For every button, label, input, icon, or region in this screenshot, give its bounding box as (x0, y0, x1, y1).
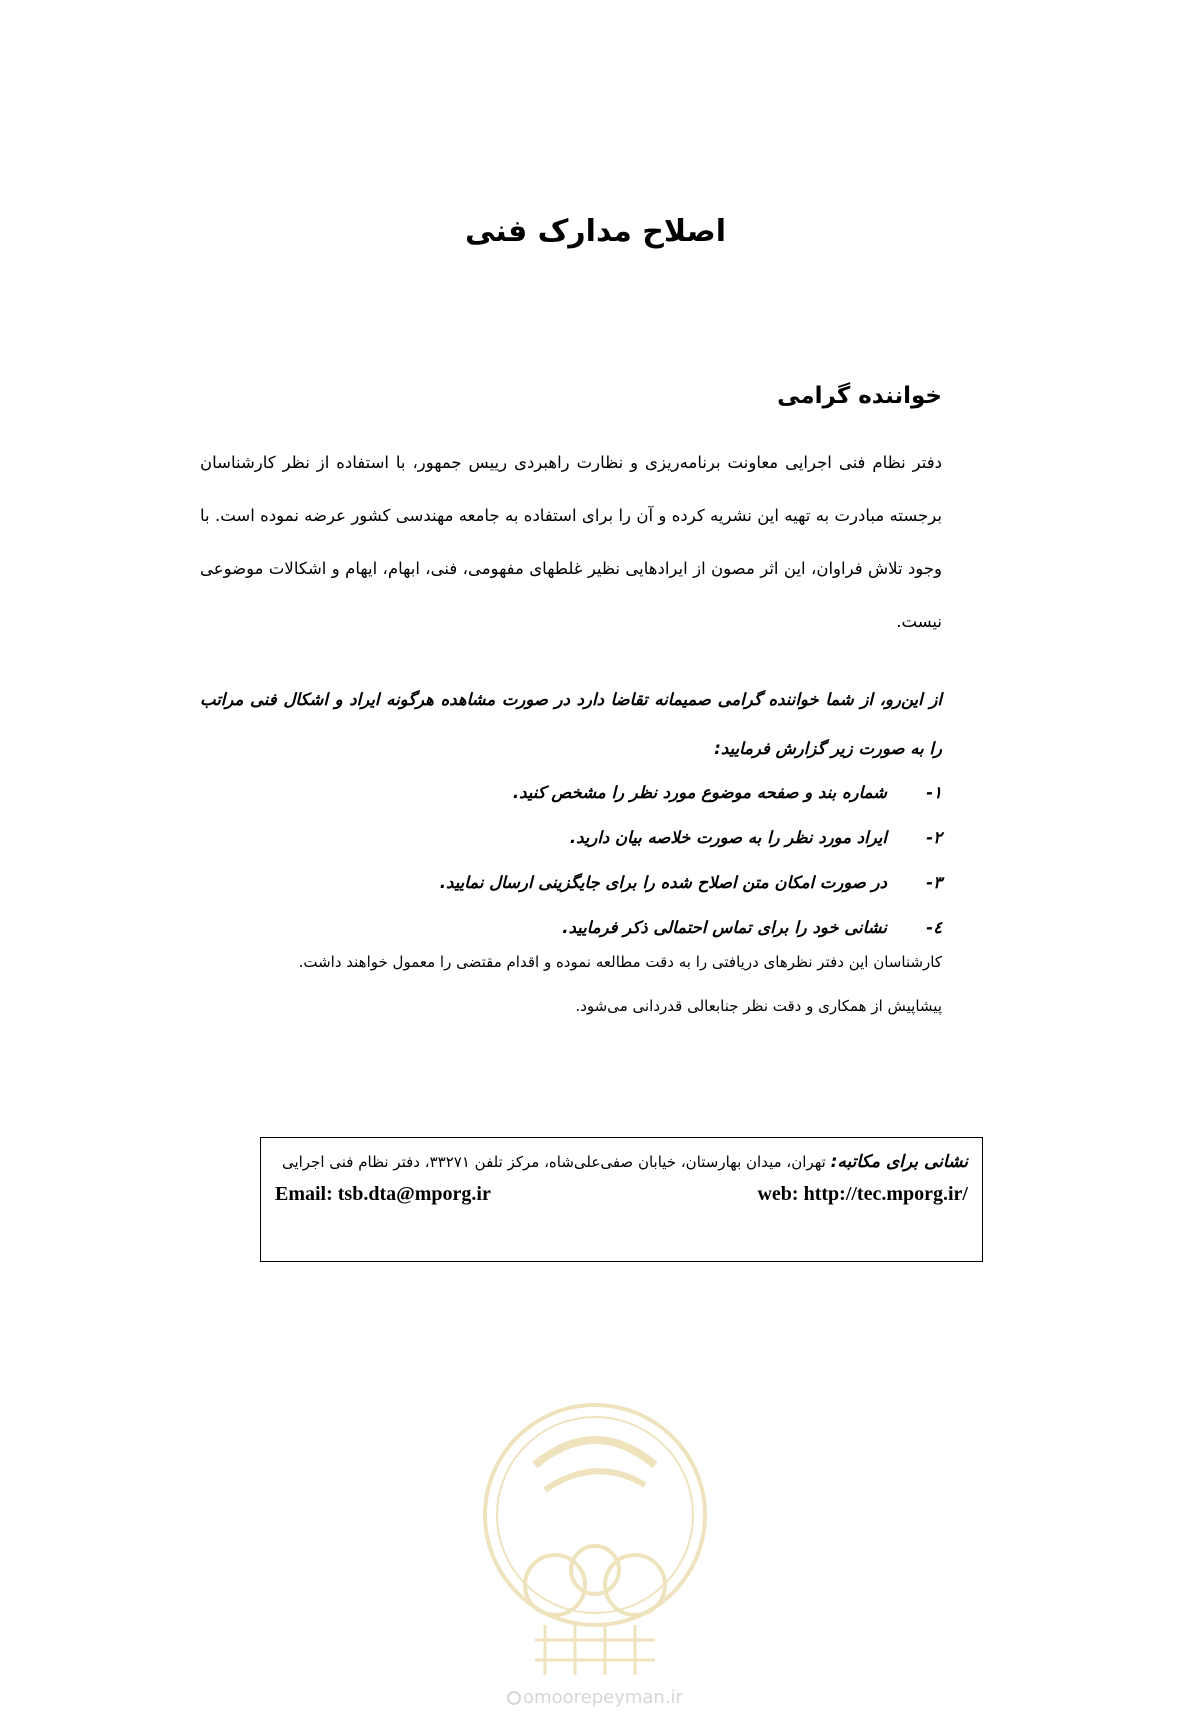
list-item (200, 770, 942, 815)
list-item-text: نشانی خود را برای تماس احتمالی ذکر فرمایید. (562, 918, 887, 937)
list-item-number: ۲- (926, 828, 942, 847)
email-address[interactable]: Email: tsb.dta@mporg.ir (275, 1183, 491, 1205)
contact-links (275, 1183, 968, 1206)
list-item-text: شماره بند و صفحه موضوع مورد نظر را مشخص کنید. (512, 783, 887, 802)
list-item (200, 815, 942, 860)
greeting-heading: خواننده گرامی (777, 383, 942, 409)
watermark-seal (475, 1385, 715, 1715)
closing-line: کارشناسان این دفتر نظرهای دریافتی را به دقت مطالعه نموده و اقدام مقتضی را معمول خواهند داشت. (298, 953, 942, 971)
contact-address-label: نشانی برای مکاتبه: (830, 1152, 968, 1172)
list-item-number: ۳- (926, 873, 942, 892)
contact-address (275, 1148, 968, 1177)
list-item (200, 860, 942, 905)
instruction-list (200, 770, 942, 950)
closing-paragraph (200, 940, 942, 1028)
list-item-number: ٤- (926, 918, 942, 937)
page-title: اصلاح مدارک فنی (465, 214, 726, 249)
closing-line: پیشاپیش از همکاری و دقت نظر جنابعالی قدردانی می‌شود. (575, 997, 942, 1015)
seal-emblem-icon (475, 1385, 715, 1685)
intro-paragraph: دفتر نظام فنی اجرایی معاونت برنامه‌ریزی و نظارت راهبردی رییس جمهور، با استفاده از نظر کارشناسان برجسته مبادرت به تهیه این نشریه کرده و آن را برای استفاده به جامعه مهندسی کشور عرضه نموده است. با وجود تلاش فراوان، این اثر مصون از ایرادهایی نظیر غلطهای مفهومی، فنی، ابهام، ایهام و اشکالات موضوعی نیست. (200, 453, 942, 631)
watermark-url: omoorepeyman.ir (475, 1687, 715, 1708)
request-paragraph: از این‌رو، از شما خواننده گرامی صمیمانه تقاضا دارد در صورت مشاهده هرگونه ایراد و اشکال فنی مراتب را به صورت زیر گزارش فرمایید: (200, 690, 942, 758)
at-icon (507, 1691, 521, 1705)
web-link[interactable]: web: http://tec.mporg.ir/ (757, 1183, 968, 1205)
list-item-text: ایراد مورد نظر را به صورت خلاصه بیان دارید. (569, 828, 887, 847)
contact-address-text: تهران، میدان بهارستان، خیابان صفی‌علی‌شاه، مرکز تلفن ۳۳۲۷۱، دفتر نظام فنی اجرایی (281, 1153, 826, 1171)
list-item-text: در صورت امکان متن اصلاح شده را برای جایگزینی ارسال نمایید. (439, 873, 887, 892)
contact-box (260, 1137, 983, 1262)
list-item-number: ۱- (926, 783, 942, 802)
